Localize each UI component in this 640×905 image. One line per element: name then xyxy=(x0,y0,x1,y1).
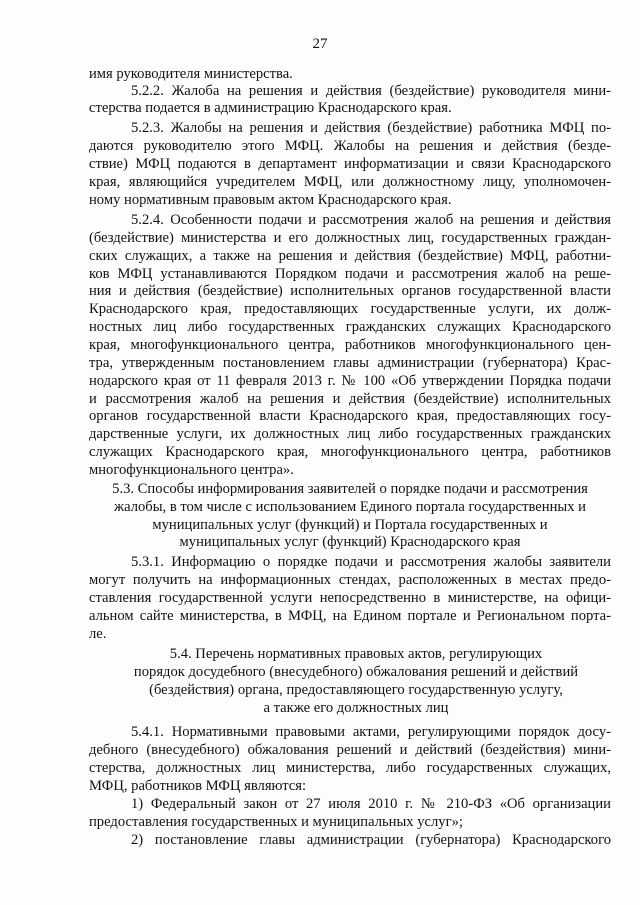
text-line: стерства, должностных лиц министерства, либо государственных служащих, xyxy=(89,760,611,776)
section-heading-line: муниципальных услуг (функций) Краснодарского края xyxy=(179,534,521,550)
text-line: ков МФЦ устанавливаются Порядком подачи и рассмотрения жалоб на реше- xyxy=(89,266,611,282)
text-line: тра, утвержденным постановлением главы администрации (губернатора) Крас- xyxy=(89,355,611,371)
section-heading-line: 5.4. Перечень нормативных правовых актов, регулирующих xyxy=(169,646,543,662)
page-number: 27 xyxy=(312,36,328,52)
text-line: края, являющийся учредителем МФЦ, или должностному лицу, уполномочен- xyxy=(89,174,611,190)
text-line: ному нормативным правовым актом Краснодарского края. xyxy=(89,192,452,208)
text-line: (бездействие) министерства и его должностных лиц, государственных граждан- xyxy=(89,230,611,246)
text-line: служащих Краснодарского края, многофункционального центра, работников xyxy=(89,444,611,460)
text-line: ностных лиц либо государственных гражданских служащих Краснодарского xyxy=(89,319,611,335)
text-line: нодарского края от 11 февраля 2013 г. № 100 «Об утверждении Порядка подачи xyxy=(89,373,611,389)
text-line: альном сайте министерства, в МФЦ, на Едином портале и Региональном порта- xyxy=(89,608,611,624)
text-line: ствие) МФЦ подаются в департамент информатизации и связи Краснодарского xyxy=(89,156,611,172)
text-line: ле. xyxy=(89,626,107,642)
text-line: предоставления государственных и муниципальных услуг»; xyxy=(89,814,463,830)
section-heading-line: (бездействия) органа, предоставляющего государственную услугу, xyxy=(149,682,563,698)
section-heading-line: 5.3. Способы информирования заявителей о порядке подачи и рассмотрения xyxy=(112,481,588,497)
text-line: могут получить на информационных стендах, расположенных в местах предо- xyxy=(89,572,611,588)
text-line: ния и действия (бездействие) исполнительных органов государственной власти xyxy=(89,283,611,299)
text-line: дебного (внесудебного) обжалования решений и действий (бездействия) мини- xyxy=(89,742,611,758)
text-line: 5.2.4. Особенности подачи и рассмотрения жалоб на решения и действия xyxy=(131,212,611,228)
text-line: органов государственной власти Краснодарского края, предоставляющих госу- xyxy=(89,408,611,424)
text-line: 5.4.1. Нормативными правовыми актами, регулирующими порядок досу- xyxy=(131,724,611,740)
text-line: стерства подается в администрацию Краснодарского края. xyxy=(89,100,452,116)
text-line: 5.2.3. Жалобы на решения и действия (бездействие) работника МФЦ по- xyxy=(131,120,611,136)
text-line: и рассмотрения жалоб на решения и действия (бездействие) исполнительных xyxy=(89,391,611,407)
text-line: 5.3.1. Информацию о порядке подачи и рассмотрения жалобы заявители xyxy=(131,554,611,570)
text-line: края, многофункционального центра, работников многофункционального цен- xyxy=(89,337,611,353)
text-line: 1) Федеральный закон от 27 июля 2010 г. № 210-ФЗ «Об организации xyxy=(131,796,611,812)
text-line: 5.2.2. Жалоба на решения и действия (бездействие) руководителя мини- xyxy=(131,83,611,99)
text-line: 2) постановление главы администрации (губернатора) Краснодарского xyxy=(131,832,611,848)
text-line: имя руководителя министерства. xyxy=(89,66,293,82)
text-line: ставления государственной услуги непосредственно в министерстве, на офици- xyxy=(89,590,611,606)
text-line: даются руководителю этого МФЦ. Жалобы на решения и действия (безде- xyxy=(89,138,611,154)
text-line: дарственные услуги, их должностных лиц либо государственных гражданских xyxy=(89,426,611,442)
text-line: Краснодарского края, предоставляющих государственные услуги, их долж- xyxy=(89,301,611,317)
text-line: ских служащих, а также на решения и действия (бездействие) МФЦ, работни- xyxy=(89,248,611,264)
section-heading-line: муниципальных услуг (функций) и Портала государственных и xyxy=(152,517,548,533)
section-heading-line: жалобы, в том числе с использованием Единого портала государственных и xyxy=(114,499,586,515)
section-heading-line: порядок досудебного (внесудебного) обжалования решений и действий xyxy=(133,664,579,680)
text-line: многофункционального центра». xyxy=(89,462,294,478)
text-line: МФЦ, работников МФЦ являются: xyxy=(89,778,307,794)
section-heading-line: а также его должностных лиц xyxy=(263,700,449,716)
